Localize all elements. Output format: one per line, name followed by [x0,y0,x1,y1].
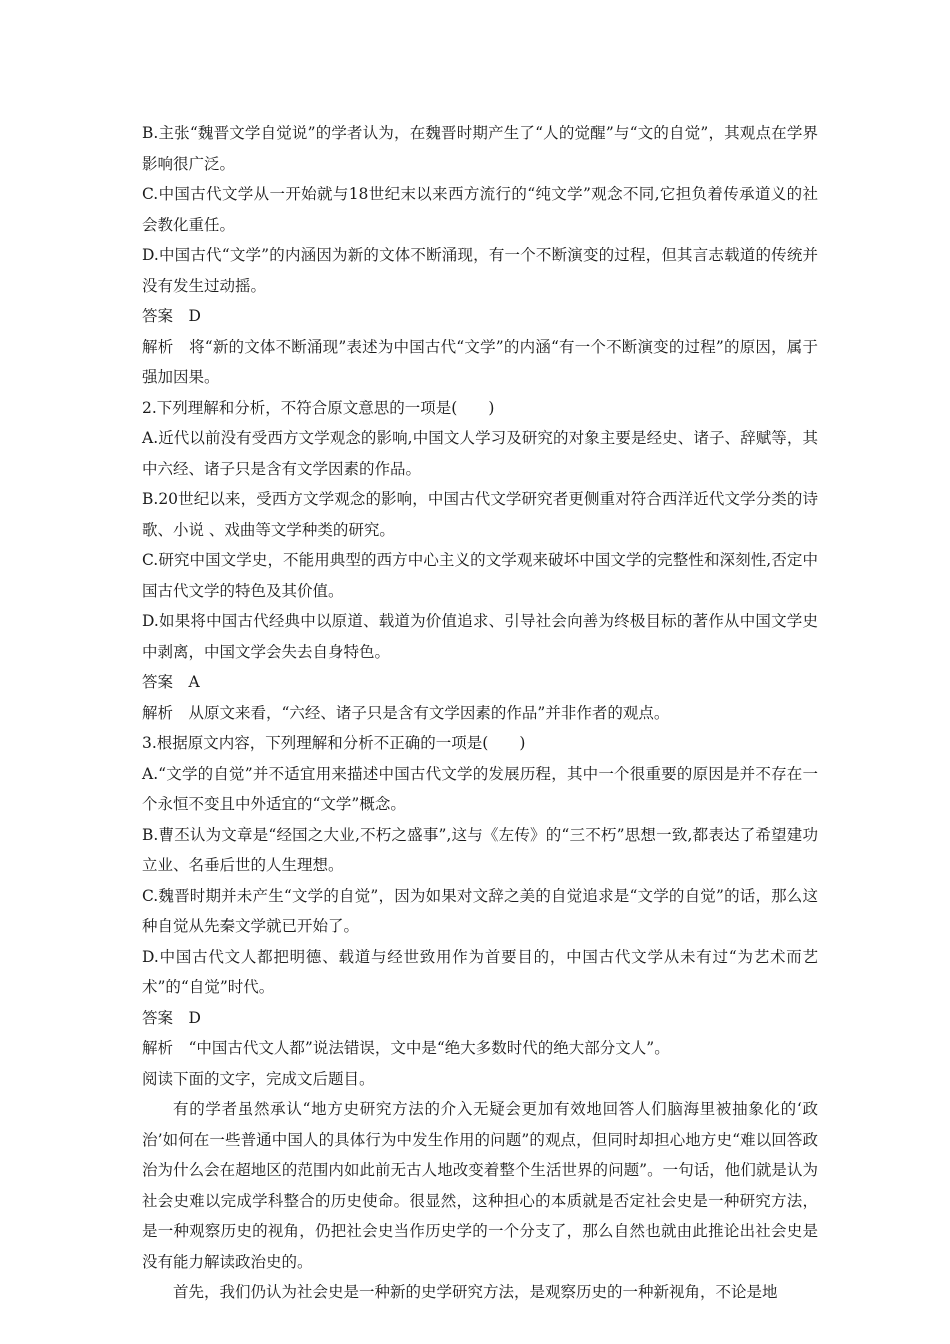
option-a-q2: A.近代以前没有受西方文学观念的影响,中国文人学习及研究的对象主要是经史、诸子、辞赋等，其中六经、诸子只是含有文学因素的作品。 [142,429,818,478]
document-body [142,118,818,1308]
option-c-q1: C.中国古代文学从一开始就与18世纪末以来西方流行的“纯文学”观念不同,它担负着传承道义的社会教化重任。 [142,185,818,234]
option-c-q3: C.魏晋时期并未产生“文学的自觉”，因为如果对文辞之美的自觉追求是“文学的自觉”的话，那么这种自觉从先秦文学就已开始了。 [142,886,818,935]
option-d-q1: D.中国古代“文学”的内涵因为新的文体不断涌现，有一个不断演变的过程，但其言志载道的传统并没有发生过动摇。 [142,246,818,295]
passage-paragraph-2: 首先，我们仍认为社会史是一种新的史学研究方法，是观察历史的一种新视角，不论是地 [173,1283,778,1301]
answer-q3: 答案 D [142,1008,201,1027]
question-3: 3.根据原文内容，下列理解和分析不正确的一项是( ) [142,734,526,752]
option-b-q2: B.20世纪以来，受西方文学观念的影响，中国古代文学研究者更侧重对符合西洋近代文学分类的诗歌、小说 、戏曲等文学种类的研究。 [142,490,818,539]
option-b-q1: B.主张“魏晋文学自觉说”的学者认为，在魏晋时期产生了“人的觉醒”与“文的自觉”，其观点在学界影响很广泛。 [142,124,818,173]
option-b-q3: B.曹丕认为文章是“经国之大业,不朽之盛事”,这与《左传》的“三不朽”思想一致,都表达了希望建功立业、名垂后世的人生理想。 [142,825,818,874]
option-d-q3: D.中国古代文人都把明德、载道与经世致用作为首要目的，中国古代文学从未有过“为艺术而艺术”的“自觉”时代。 [142,947,818,996]
question-2: 2.下列理解和分析，不符合原文意思的一项是( ) [142,398,495,417]
passage-paragraph-1: 有的学者虽然承认“地方史研究方法的介入无疑会更加有效地回答人们脑海里被抽象化的‘政治’如何在一些普通中国人的具体行为中发生作用的问题”的观点，但同时却担心地方史“难以回答政治为什么会在超地区的范围内如此前无古人地改变着整个生活世界的问题”。一句话，他们就是认为社会史难以完成学科整合的历史使命。很显然，这种担心的本质就是否定社会史是一种研究方法，是一种观察历史的视角，仍把社会史当作历史学的一个分支了，那么自然也就由此推论出社会史是没有能力解读政治史的。 [142,1100,818,1271]
analysis-q3: 解析 “中国古代文人都”说法错误，文中是“绝大多数时代的绝大部分文人”。 [142,1039,670,1057]
reading-instruction: 阅读下面的文字，完成文后题目。 [142,1069,375,1088]
answer-q1: 答案 D [142,307,201,325]
analysis-q1: 解析 将“新的文体不断涌现”表述为中国古代“文学”的内涵“有一个不断演变的过程”的原因，属于强加因果。 [142,337,818,386]
option-c-q2: C.研究中国文学史，不能用典型的西方中心主义的文学观来破坏中国文学的完整性和深刻性,否定中国古代文学的特色及其价值。 [142,551,818,600]
option-d-q2: D.如果将中国古代经典中以原道、载道为价值追求、引导社会向善为终极目标的著作从中国文学史中剥离，中国文学会失去自身特色。 [142,612,818,661]
option-a-q3: A.“文学的自觉”并不适宜用来描述中国古代文学的发展历程，其中一个很重要的原因是并不存在一个永恒不变且中外适宜的“文学”概念。 [142,764,818,813]
analysis-q2: 解析 从原文来看，“六经、诸子只是含有文学因素的作品”并非作者的观点。 [142,703,670,722]
answer-q2: 答案 A [142,673,200,691]
